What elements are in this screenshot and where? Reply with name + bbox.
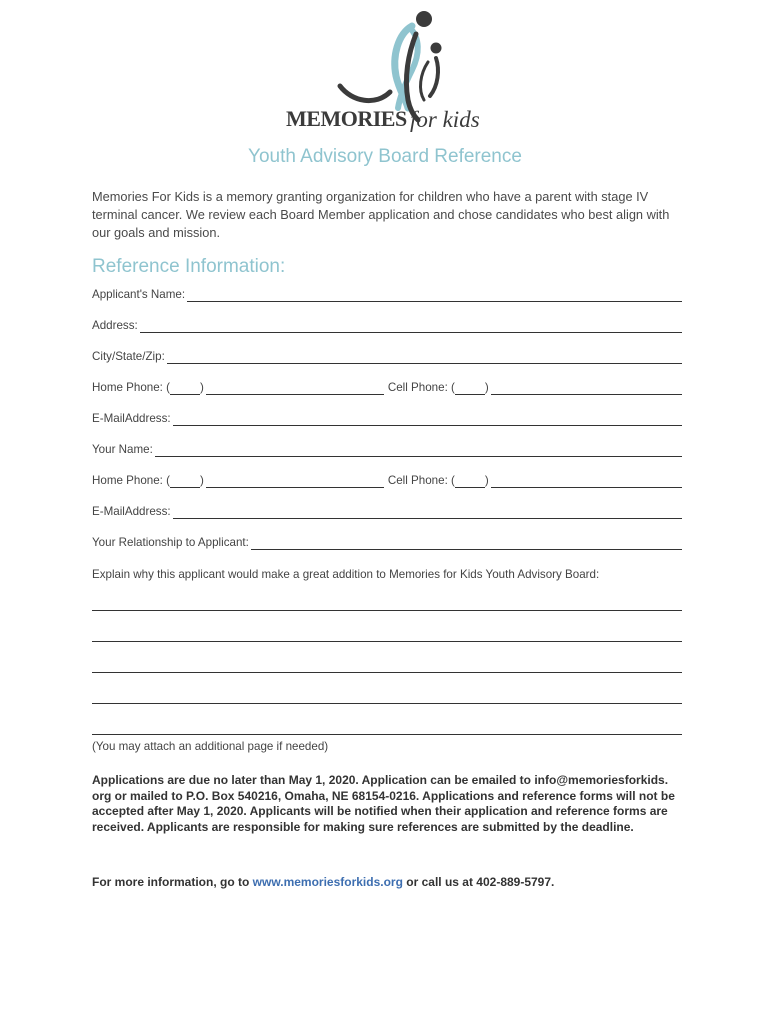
explain-question: Explain why this applicant would make a great addition to Memories for Kids Youth Advisory Board: (92, 568, 600, 581)
more-info-line (92, 875, 554, 889)
city-state-zip-field (92, 346, 682, 364)
applicant-email-label: E-MailAddress: (92, 412, 171, 425)
applicant-name-input[interactable] (187, 288, 682, 302)
page-title: Youth Advisory Board Reference (248, 146, 522, 167)
reference-email-input[interactable] (173, 505, 682, 519)
logo-tagline: for kids (410, 107, 480, 132)
applicant-cell-area-code-input[interactable] (455, 381, 485, 395)
website-link[interactable]: www.memoriesforkids.org (252, 875, 403, 889)
answer-line-2[interactable] (92, 641, 682, 642)
attach-note: (You may attach an additional page if needed) (92, 740, 329, 753)
answer-line-1[interactable] (92, 610, 682, 611)
reference-home-area-code-input[interactable] (170, 474, 200, 488)
reference-email-field (92, 501, 682, 519)
section-heading: Reference Information: (92, 256, 286, 277)
relationship-input[interactable] (251, 536, 682, 550)
reference-cell-phone-label: Cell Phone: ( ) (387, 474, 489, 487)
applicant-name-field (92, 284, 682, 302)
intro-paragraph: Memories For Kids is a memory granting organization for children who have a parent with stage IV terminal cancer. We review each Board Member application and chose candidates who best align with our goals and mission. (92, 189, 670, 240)
applicant-home-phone-label: Home Phone: ( ) (92, 381, 204, 394)
answer-line-3[interactable] (92, 672, 682, 673)
more-info-suffix: or call us at 402-889-5797. (402, 875, 555, 889)
address-label: Address: (92, 319, 138, 332)
applicant-cell-phone-input[interactable] (491, 381, 682, 395)
your-name-field (92, 439, 682, 457)
your-name-label: Your Name: (92, 443, 153, 456)
deadline-paragraph: Applications are due no later than May 1, 2020. Application can be emailed to info@memoriesforkids. org or mailed to P.O. Box 540216, Omaha, NE 68154-0216. Applications and reference forms will not be accepted after May 1, 2020. Applicants will be notified when their application and reference forms are received. Applicants are responsible for making sure references are submitted by the deadline. (92, 773, 675, 834)
answer-line-5[interactable] (92, 734, 682, 735)
applicant-home-area-code-input[interactable] (170, 381, 200, 395)
logo-name: MEMORIES (286, 106, 407, 131)
your-name-input[interactable] (155, 443, 682, 457)
applicant-email-input[interactable] (173, 412, 682, 426)
reference-cell-phone-input[interactable] (491, 474, 682, 488)
reference-cell-area-code-input[interactable] (455, 474, 485, 488)
address-input[interactable] (140, 319, 682, 333)
applicant-phone-row (92, 377, 682, 395)
applicant-email-field (92, 408, 682, 426)
answer-line-4[interactable] (92, 703, 682, 704)
relationship-label: Your Relationship to Applicant: (92, 536, 249, 549)
reference-home-phone-label: Home Phone: ( ) (92, 474, 204, 487)
city-state-zip-label: City/State/Zip: (92, 350, 165, 363)
reference-email-label: E-MailAddress: (92, 505, 171, 518)
more-info-prefix: For more information, go to (92, 875, 253, 889)
applicant-name-label: Applicant's Name: (92, 288, 186, 301)
relationship-field (92, 532, 682, 550)
address-field (92, 315, 682, 333)
applicant-home-phone-input[interactable] (206, 381, 384, 395)
applicant-cell-phone-label: Cell Phone: ( ) (387, 381, 489, 394)
reference-phone-row (92, 470, 682, 488)
reference-home-phone-input[interactable] (206, 474, 384, 488)
city-state-zip-input[interactable] (167, 350, 682, 364)
memories-for-kids-logo (280, 4, 490, 138)
